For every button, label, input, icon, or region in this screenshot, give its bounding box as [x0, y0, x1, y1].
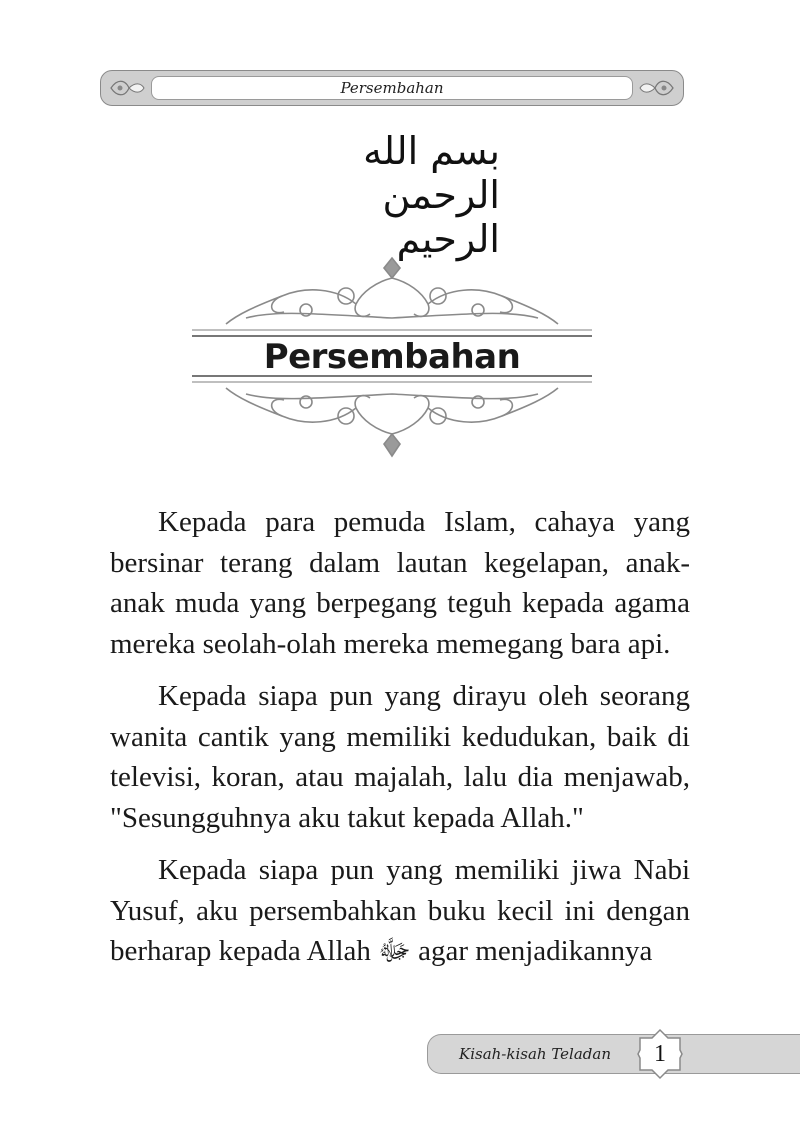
paragraph: Kepada para pemuda Islam, cahaya yang bersinar terang dalam lautan kegelapan, anak-anak muda yang berpegang teguh kepada agama mereka seolah-olah mereka memegang bara api.	[110, 506, 690, 660]
running-title: Persembahan	[151, 76, 633, 100]
page-title: Persembahan	[263, 337, 521, 377]
basmala-calligraphy: بسم الله الرحمن الرحيم	[363, 129, 500, 261]
body-text	[110, 502, 690, 984]
page-number: 1	[654, 1040, 666, 1067]
running-header	[100, 70, 684, 106]
book-title: Kisah-kisah Teladan	[459, 1045, 611, 1063]
paragraph: Kepada siapa pun yang dirayu oleh seorang wanita cantik yang memiliki kedudukan, baik di televisi, koran, atau majalah, lalu dia menjawab, "Sesungguhnya aku takut kepada Allah."	[110, 680, 690, 834]
paragraph: Kepada siapa pun yang memiliki jiwa Nabi Yusuf, aku persembahkan buku kecil ini dengan berharap kepada Allah ﷻ agar menjadikannya	[110, 854, 690, 967]
floral-ornament-icon	[107, 75, 147, 101]
floral-ornament-icon	[637, 75, 677, 101]
